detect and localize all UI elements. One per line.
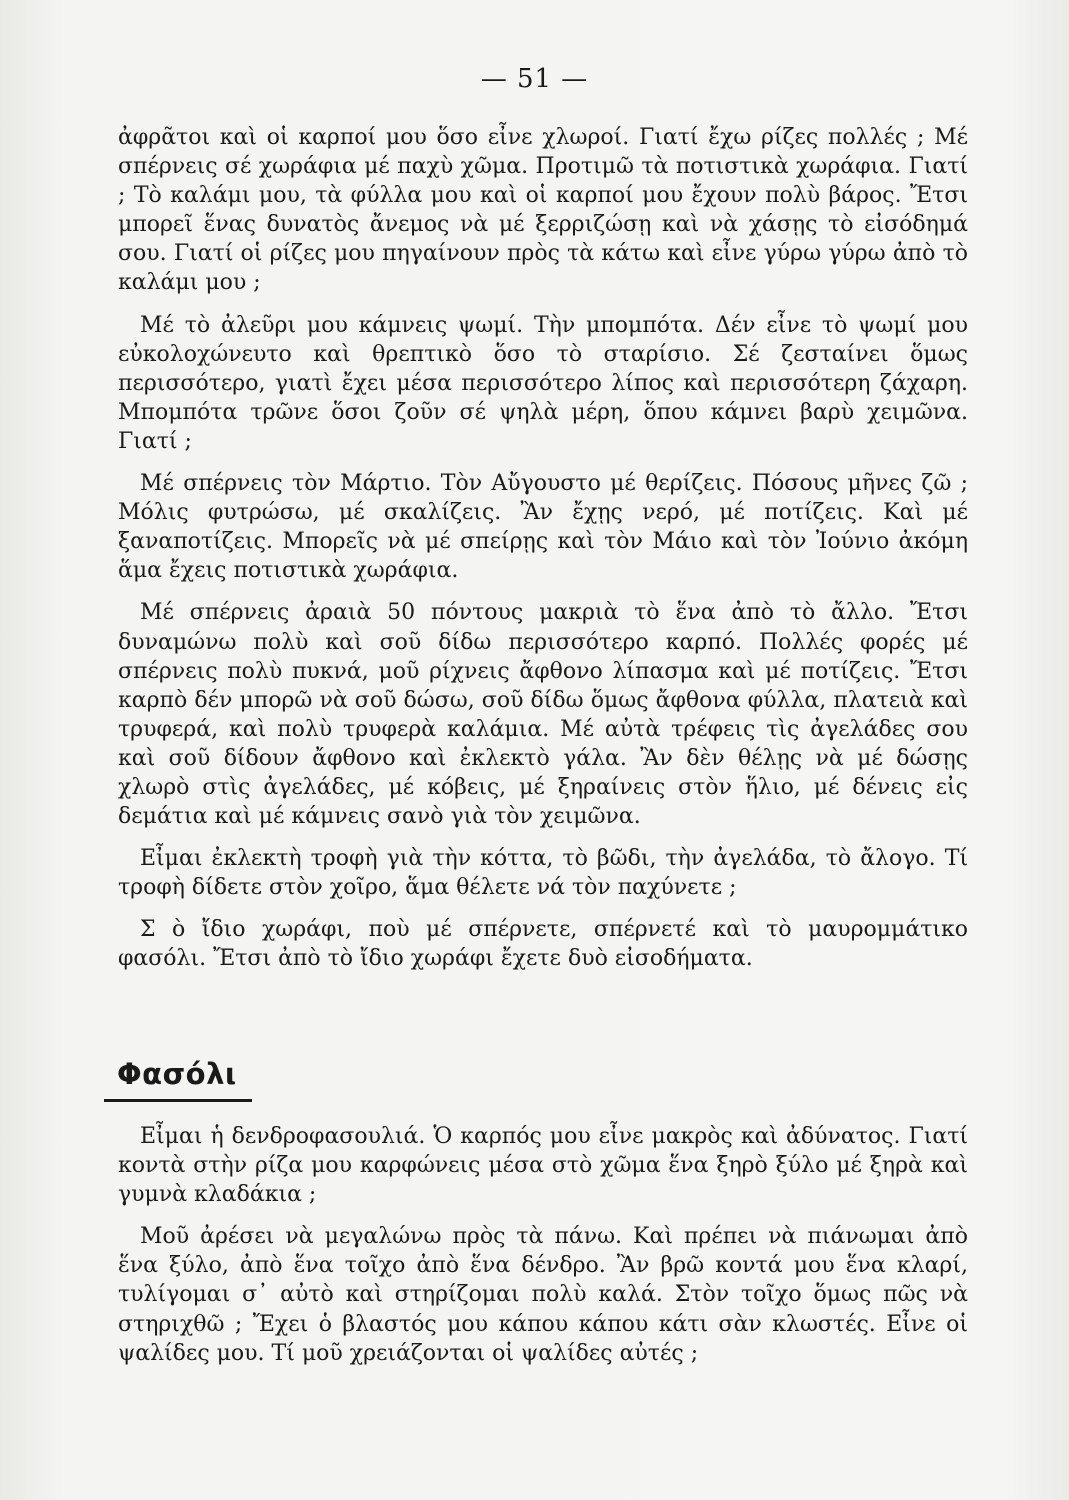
paragraph: ἀφρᾶτοι καὶ οἱ καρποί μου ὅσο εἶνε χλωροί. Γιατί ἔχω ρίζες πολλές ; Μέ σπέρνεις σέ χωράφια μέ παχὺ χῶμα. Προτιμῶ τὰ ποτιστικὰ χωράφια. Γιατί ; Τὸ καλάμι μου, τὰ φύλλα μου καὶ οἱ καρποί μου ἔχουν πολὺ βάρος. Ἔτσι μπορεῖ ἕνας δυνατὸς ἄνεμος νὰ μέ ξερριζώσῃ καὶ νὰ χάσῃς τὸ εἰσόδημά σου. Γιατί οἱ ρίζες μου πηγαίνουν πρὸς τὰ κάτω καὶ εἶνε γύρω γύρω ἀπὸ τὸ καλάμι μου ;	[118, 125, 968, 296]
paragraph: Σ ὸ ἴδιο χωράφι, ποὺ μέ σπέρνετε, σπέρνετέ καὶ τὸ μαυρομμάτικο φασόλι. Ἔτσι ἀπὸ τὸ ἴδιο χωράφι ἔχετε δυὸ εἰσοδήματα.	[118, 917, 968, 972]
page-number: — 51 —	[480, 64, 589, 94]
paragraph: Μέ σπέρνεις τὸν Μάρτιο. Τὸν Αὔγουστο μέ θερίζεις. Πόσους μῆνες ζῶ ; Μόλις φυτρώσω, μέ σκαλίζεις. Ἂν ἔχῃς νερό, μέ ποτίζεις. Καὶ μέ ξαναποτίζεις. Μπορεῖς νὰ μέ σπείρῃς καὶ τὸν Μάιο καὶ τὸν Ἰούνιο ἀκόμη ἅμα ἔχεις ποτιστικὰ χωράφια.	[118, 471, 968, 584]
paragraph: Μέ σπέρνεις ἀραιὰ 50 πόντους μακριὰ τὸ ἕνα ἀπὸ τὸ ἄλλο. Ἔτσι δυναμώνω πολὺ καὶ σοῦ δίδω περισσότερο καρπό. Πολλές φορές μέ σπέρνεις πολὺ πυκνά, μοῦ ρίχνεις ἄφθονο λίπασμα καὶ μέ ποτίζεις. Ἔτσι καρπὸ δέν μπορῶ νὰ σοῦ δώσω, σοῦ δίδω ὅμως ἄφθονα φύλλα, πλατειὰ καὶ τρυφερά, καὶ πολὺ τρυφερὰ καλάμια. Μέ αὐτὰ τρέφεις τὶς ἀγελάδες σου καὶ σοῦ δίδουν ἄφθονο καὶ ἐκλεκτὸ γάλα. Ἂν δὲν θέλῃς νὰ μέ δώσῃς χλωρὸ στὶς ἀγελάδες, μέ κόβεις, μέ ξηραίνεις στὸν ἥλιο, μέ δένεις εἰς δεμάτια καὶ μέ κάμνεις σανὸ γιὰ τὸν χειμῶνα.	[118, 600, 968, 830]
section-title: Φασόλι	[117, 1057, 237, 1091]
paragraph: Μέ τὸ ἀλεῦρι μου κάμνεις ψωμί. Τὴν μπομπότα. Δέν εἶνε τὸ ψωμί μου εὐκολοχώνευτο καὶ θρεπτικὸ ὅσο τὸ σταρίσιο. Σέ ζεσταίνει ὅμως περισσότερο, γιατὶ ἔχει μέσα περισσότερο λίπος καὶ περισσότερη ζάχαρη. Μπομπότα τρῶνε ὅσοι ζοῦν σέ ψηλὰ μέρη, ὅπου κάμνει βαρὺ χειμῶνα. Γιατί ;	[118, 312, 968, 454]
paragraph: Μοῦ ἀρέσει νὰ μεγαλώνω πρὸς τὰ πάνω. Καὶ πρέπει νὰ πιάνωμαι ἀπὸ ἕνα ξύλο, ἀπὸ ἕνα τοῖχο ἀπὸ ἕνα δένδρο. Ἂν βρῶ κοντά μου ἕνα κλαρί, τυλίγομαι σ᾿ αὐτὸ καὶ στηρίζομαι πολὺ καλά. Στὸν τοῖχο ὅμως πῶς νὰ στηριχθῶ ; Ἔχει ὁ βλαστός μου κάπου κάπου κάτι σὰν κλωστές. Εἶνε οἱ ψαλίδες μου. Τί μοῦ χρειάζονται οἱ ψαλίδες αὐτές ;	[118, 1224, 968, 1366]
paragraph: Εἶμαι ἡ δενδροφασουλιά. Ὁ καρπός μου εἶνε μακρὸς καὶ ἀδύνατος. Γιατί κοντὰ στὴν ρίζα μου καρφώνεις μέσα στὸ χῶμα ἕνα ξηρὸ ξύλο μέ ξηρὰ καὶ γυμνὰ κλαδάκια ;	[118, 1124, 968, 1208]
section-title-underline	[104, 1099, 252, 1102]
bottom-text-block	[118, 1122, 968, 1368]
top-text-block	[118, 123, 968, 974]
paragraph: Εἶμαι ἐκλεκτὴ τροφὴ γιὰ τὴν κόττα, τὸ βῶδι, τὴν ἀγελάδα, τὸ ἄλογο. Τί τροφὴ δίδετε στὸν χοῖρο, ἅμα θέλετε νά τὸν παχύνετε ;	[118, 846, 968, 901]
